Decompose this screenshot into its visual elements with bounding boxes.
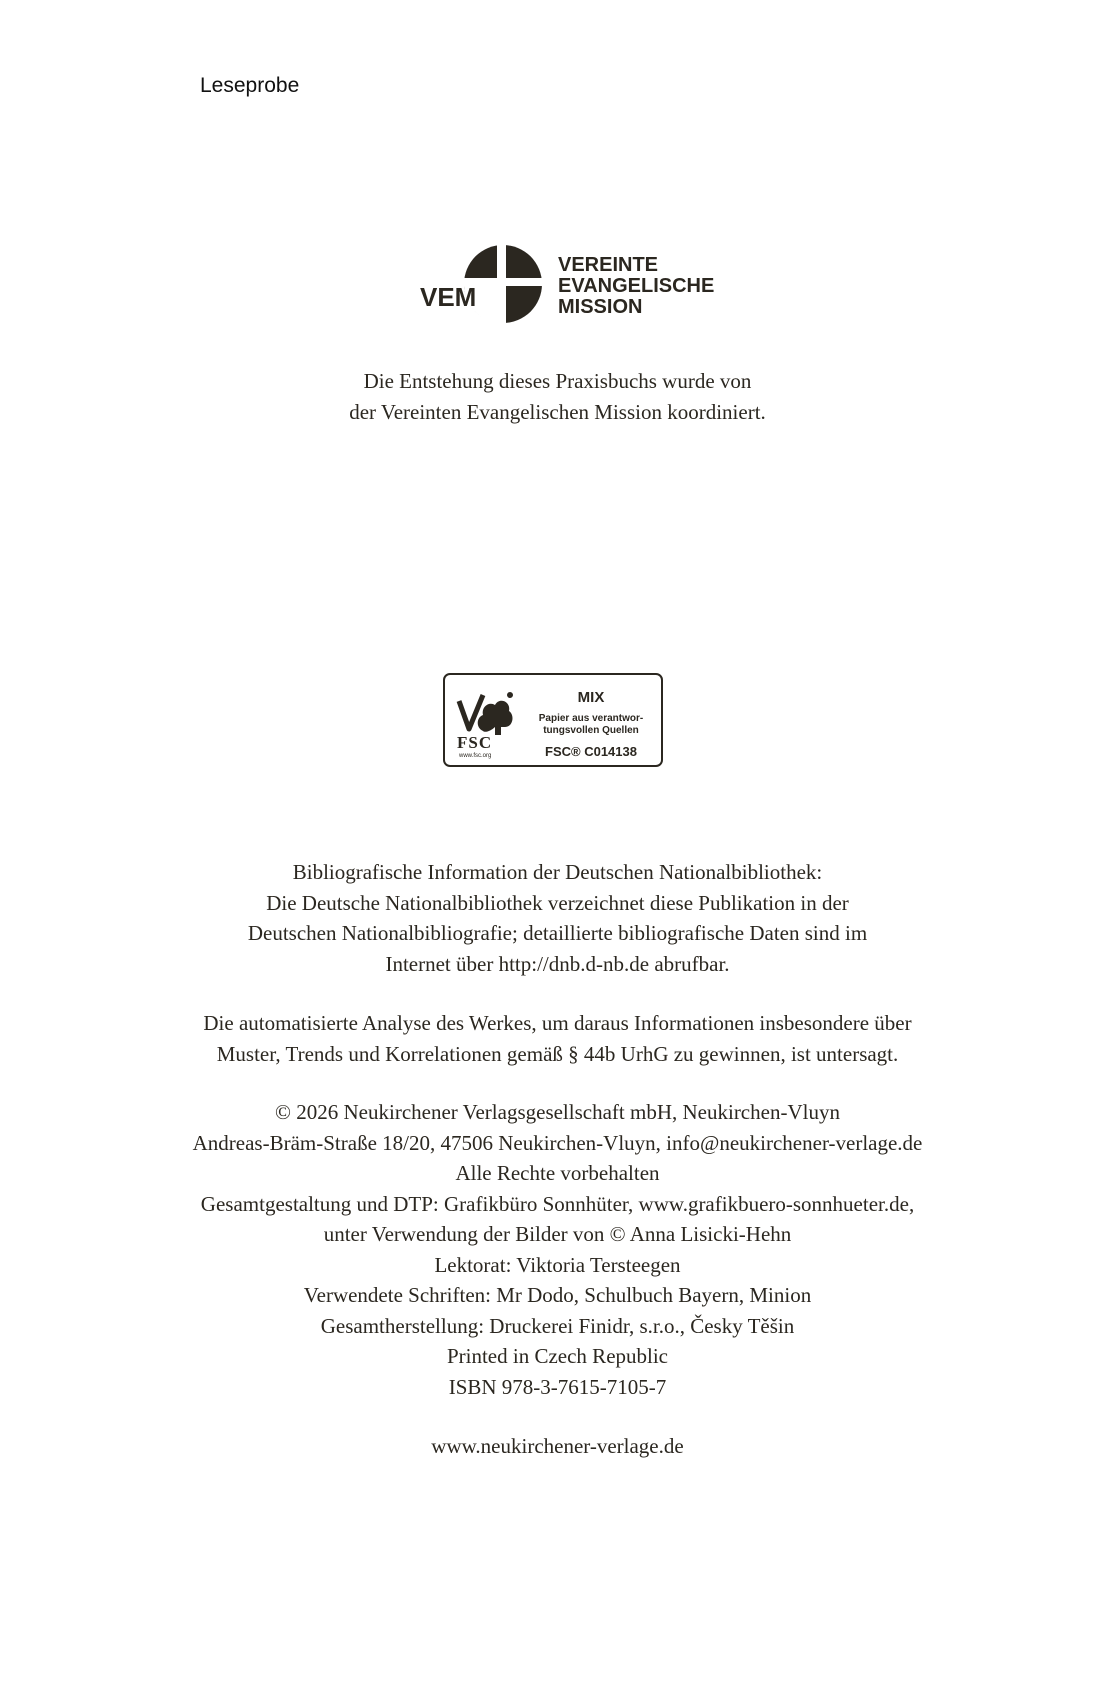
intro-line: Die Entstehung dieses Praxisbuchs wurde von: [363, 369, 752, 393]
vem-name-line3: MISSION: [558, 296, 643, 318]
website-block: [0, 1431, 1115, 1462]
fsc-code: FSC® C014138: [545, 744, 637, 759]
website-url: www.neukirchener-verlage.de: [431, 1434, 684, 1458]
imprint-block: [0, 1097, 1115, 1402]
bibliographic-line: Die Deutsche Nationalbibliothek verzeichnet diese Publikation in der: [266, 890, 849, 915]
vem-abbr: VEM: [420, 282, 477, 312]
bibliographic-line: Bibliografische Information der Deutschen Nationalbibliothek:: [292, 860, 823, 884]
bibliographic-line: Internet über http://dnb.d-nb.de abrufbar.: [385, 951, 730, 976]
fsc-paper-text: [521, 713, 661, 737]
vem-name-line2: EVANGELISCHE: [558, 275, 715, 297]
bibliographic-paragraph: [0, 857, 1115, 979]
intro-line: der Vereinten Evangelischen Mission koordiniert.: [349, 399, 766, 424]
bibliographic-line: Deutschen Nationalbibliografie; detaillierte bibliografische Daten sind im: [247, 921, 868, 945]
imprint-line: Verwendete Schriften: Mr Dodo, Schulbuch Bayern, Minion: [303, 1283, 812, 1307]
intro-paragraph: [0, 366, 1115, 427]
imprint-line: Lektorat: Viktoria Tersteegen: [434, 1252, 681, 1277]
vem-emblem-icon: [415, 240, 715, 330]
analysis-notice: [0, 1008, 1115, 1069]
fsc-paper-line: tungsvollen Quellen: [543, 725, 639, 736]
analysis-line: Muster, Trends und Korrelationen gemäß § 44b UrhG zu gewinnen, ist untersagt.: [216, 1041, 899, 1066]
imprint-line: Printed in Czech Republic: [446, 1344, 669, 1368]
imprint-line: Gesamtgestaltung und DTP: Grafikbüro Sonnhüter, www.grafikbuero-sonnhueter.de,: [200, 1191, 915, 1216]
analysis-line: Die automatisierte Analyse des Werkes, um daraus Informationen insbesondere über: [203, 1011, 912, 1035]
fsc-url: www.fsc.org: [459, 753, 492, 759]
imprint-line: Gesamtherstellung: Druckerei Finidr, s.r.o., Česky Těšin: [320, 1313, 795, 1338]
imprint-line: unter Verwendung der Bilder von © Anna Lisicki-Hehn: [323, 1222, 792, 1246]
isbn: ISBN 978-3-7615-7105-7: [448, 1374, 667, 1399]
imprint-line: Alle Rechte vorbehalten: [455, 1161, 660, 1185]
imprint-line: © 2026 Neukirchener Verlagsgesellschaft mbH, Neukirchen-Vluyn: [275, 1100, 840, 1124]
leseprobe-label: Leseprobe: [200, 74, 300, 97]
imprint-line: Andreas-Bräm-Straße 18/20, 47506 Neukirchen-Vluyn, info@neukirchener-verlage.de: [192, 1130, 923, 1155]
vem-logo: [415, 240, 715, 330]
fsc-paper-line: Papier aus verantwor-: [538, 713, 644, 724]
fsc-text-block: [521, 675, 661, 765]
vem-name-line1: VEREINTE: [558, 254, 659, 276]
fsc-label: [443, 673, 663, 767]
fsc-letters: FSC: [457, 733, 493, 752]
fsc-mix: MIX: [577, 689, 605, 706]
